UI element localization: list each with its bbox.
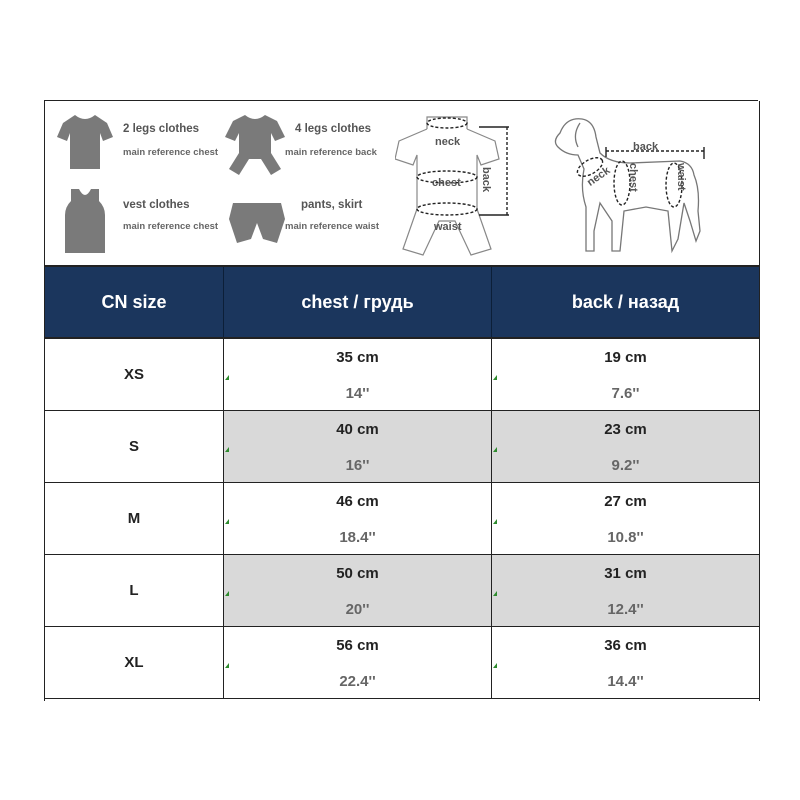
pants-subtitle: main reference waist: [285, 221, 379, 232]
table-row: [45, 483, 759, 555]
back-inch: 14.4'': [607, 673, 644, 690]
back-inch: 12.4'': [607, 601, 644, 618]
size-cell: L: [45, 555, 223, 626]
size-cell: S: [45, 411, 223, 482]
garment-chest-label: chest: [432, 177, 461, 189]
chest-cell: [224, 411, 491, 482]
cell-corner-mark: [493, 519, 497, 524]
garment-waist-label: waist: [434, 221, 462, 233]
chest-inch: 14'': [345, 385, 370, 402]
back-cm: 19 cm: [604, 349, 647, 366]
vest-subtitle: main reference chest: [123, 221, 219, 232]
header-cn-size: CN size: [101, 291, 167, 312]
size-cell: M: [127, 510, 141, 527]
chest-cell: [224, 339, 491, 410]
table-row: [45, 627, 759, 699]
back-inch: 7.6'': [611, 385, 640, 402]
chest-cm: 50 cm: [336, 565, 379, 582]
pants-icon: [227, 201, 287, 245]
chest-inch: 22.4'': [339, 673, 376, 690]
garment-neck-label: neck: [435, 136, 461, 148]
header-back: back / назад: [571, 291, 680, 312]
chest-cm: 40 cm: [336, 421, 379, 438]
back-cm: 23 cm: [604, 421, 647, 438]
size-cell: XS: [123, 366, 144, 383]
chest-inch: 18.4'': [339, 529, 376, 546]
four-legs-subtitle: main reference back: [285, 147, 377, 158]
cell-corner-mark: [225, 519, 229, 524]
chest-cm: 56 cm: [336, 637, 379, 654]
back-cm: 36 cm: [604, 637, 647, 654]
two-legs-subtitle: main reference chest: [123, 147, 219, 158]
chest-cell: [224, 627, 491, 698]
back-inch: 9.2'': [611, 457, 640, 474]
cell-corner-mark: [493, 591, 497, 596]
cell-corner-mark: [225, 591, 229, 596]
chest-cm: 46 cm: [336, 493, 379, 510]
pants-title: pants, skirt: [301, 199, 363, 211]
back-cell: [492, 411, 759, 482]
cell-corner-mark: [225, 663, 229, 668]
chest-cm: 35 cm: [336, 349, 379, 366]
back-cm: 31 cm: [604, 565, 647, 582]
size-cell: XL: [124, 654, 144, 671]
table-row: [45, 411, 759, 483]
back-cm: 27 cm: [604, 493, 647, 510]
four-legs-title: 4 legs clothes: [295, 123, 372, 135]
dog-neck-label: neck: [585, 164, 613, 189]
cell-corner-mark: [493, 663, 497, 668]
cell-corner-mark: [225, 447, 229, 452]
garment-back-label: back: [480, 167, 492, 193]
back-cell: [492, 555, 759, 626]
tshirt-icon: [55, 111, 115, 173]
table-row: [45, 339, 759, 411]
chest-inch: 20'': [345, 601, 370, 618]
chest-cell: [224, 555, 491, 626]
measurement-guide: [45, 101, 759, 265]
cell-corner-mark: [493, 375, 497, 380]
two-legs-title: 2 legs clothes: [123, 123, 200, 135]
cell-corner-mark: [225, 375, 229, 380]
dog-chest-label: chest: [627, 163, 639, 192]
header-chest: chest / грудь: [301, 291, 414, 312]
table-header: [45, 265, 759, 339]
size-chart-sheet: [44, 101, 760, 701]
chest-inch: 16'': [345, 457, 370, 474]
vest-title: vest clothes: [123, 199, 190, 211]
chest-cell: [224, 483, 491, 554]
back-inch: 10.8'': [607, 529, 644, 546]
dog-back-label: back: [633, 141, 659, 153]
back-cell: [492, 627, 759, 698]
four-legs-suit-icon: [223, 111, 287, 179]
dog-waist-label: waist: [675, 163, 687, 191]
back-cell: [492, 483, 759, 554]
table-row: [45, 555, 759, 627]
vest-icon: [63, 187, 107, 255]
back-cell: [492, 339, 759, 410]
cell-corner-mark: [493, 447, 497, 452]
